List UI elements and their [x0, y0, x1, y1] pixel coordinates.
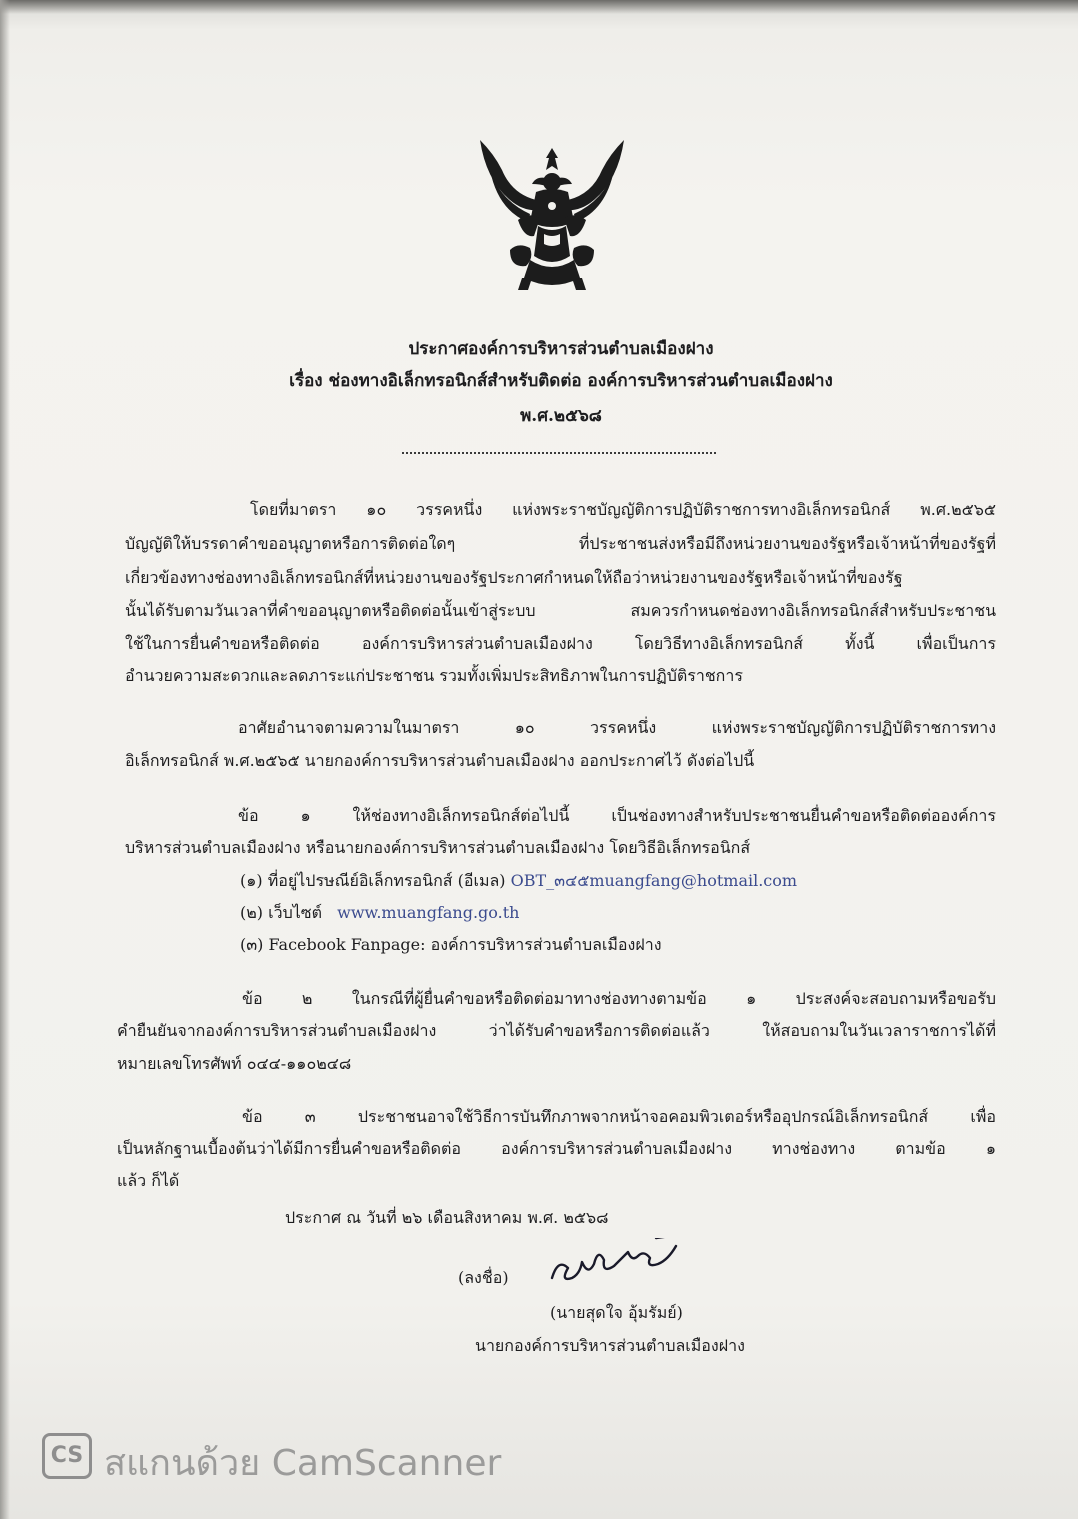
- email-link[interactable]: OBT_๓๔๕muangfang@hotmail.com: [510, 871, 798, 890]
- announcement-title: ประกาศองค์การบริหารส่วนตำบลเมืองฝาง: [408, 339, 714, 359]
- clause3-line: แล้ว ก็ได้: [117, 1171, 180, 1190]
- announcement-subject: เรื่อง ช่องทางอิเล็กทรอนิกส์สำหรับติดต่อ องค์การบริหารส่วนตำบลเมืองฝาง: [289, 371, 833, 391]
- signer-title: นายกองค์การบริหารส่วนตำบลเมืองฝาง: [475, 1336, 745, 1355]
- channel-facebook: (๓) Facebook Fanpage: องค์การบริหารส่วนตำบลเมืองฝาง: [240, 935, 662, 954]
- channel-website: [240, 903, 519, 923]
- para1-line: ใช้ในการยื่นคำขอหรือติดต่อ องค์การบริหารส่วนตำบลเมืองฝาง โดยวิธีทางอิเล็กทรอนิกส์ ทั้งนี้ เพื่อเป็นการ: [125, 634, 996, 653]
- email-label: (๑) ที่อยู่ไปรษณีย์อิเล็กทรอนิกส์ (อีเมล): [240, 871, 506, 890]
- camscanner-logo-icon: CS: [42, 1433, 92, 1479]
- para1-line: นั้นได้รับตามวันเวลาที่คำขออนุญาตหรือติดต่อนั้นเข้าสู่ระบบ สมควรกำหนดช่องทางอิเล็กทรอนิกส์สำหรับประชาชน: [125, 601, 996, 620]
- para1-line: โดยที่มาตรา ๑๐ วรรคหนึ่ง แห่งพระราชบัญญัติการปฏิบัติราชการทางอิเล็กทรอนิกส์ พ.ศ.๒๕๖๕: [250, 500, 996, 519]
- para2-line: อาศัยอำนาจตามความในมาตรา ๑๐ วรรคหนึ่ง แห่งพระราชบัญญัติการปฏิบัติราชการทาง: [238, 718, 996, 737]
- scan-left-edge: [0, 0, 10, 1519]
- para2-line: อิเล็กทรอนิกส์ พ.ศ.๒๕๖๕ นายกองค์การบริหารส่วนตำบลเมืองฝาง ออกประกาศไว้ ดังต่อไปนี้: [125, 751, 755, 770]
- clause3-line: เป็นหลักฐานเบื้องต้นว่าได้มีการยื่นคำขอหรือติดต่อ องค์การบริหารส่วนตำบลเมืองฝาง ทางช่องทาง ตามข้อ ๑: [117, 1139, 996, 1158]
- para1-line: อำนวยความสะดวกและลดภาระแก่ประชาชน รวมทั้งเพิ่มประสิทธิภาพในการปฏิบัติราชการ: [125, 666, 743, 685]
- clause2-line: คำยืนยันจากองค์การบริหารส่วนตำบลเมืองฝาง ว่าได้รับคำขอหรือการติดต่อแล้ว ให้สอบถามในวันเวลาราชการได้ที่: [117, 1021, 996, 1040]
- dotted-divider: [402, 452, 716, 454]
- scan-top-shadow: [0, 0, 1078, 14]
- website-label: (๒) เว็บไซต์: [240, 903, 323, 922]
- announce-date: ประกาศ ณ วันที่ ๒๖ เดือนสิงหาคม พ.ศ. ๒๕๖๘: [285, 1208, 609, 1227]
- clause2-line: หมายเลขโทรศัพท์ ๐๔๔-๑๑๐๒๔๘: [117, 1054, 352, 1073]
- garuda-emblem-icon: [472, 130, 632, 295]
- signer-name: (นายสุดใจ อุ้มรัมย์): [550, 1303, 683, 1322]
- handwritten-signature-icon: [544, 1238, 714, 1298]
- sign-label: (ลงชื่อ): [458, 1268, 509, 1287]
- channel-email: [240, 871, 797, 891]
- clause3-line: ข้อ ๓ ประชาชนอาจใช้วิธีการบันทึกภาพจากหน้าจอคอมพิวเตอร์หรืออุปกรณ์อิเล็กทรอนิกส์ เพื่อ: [242, 1107, 996, 1126]
- clause1-line: ข้อ ๑ ให้ช่องทางอิเล็กทรอนิกส์ต่อไปนี้ เป็นช่องทางสำหรับประชาชนยื่นคำขอหรือติดต่อองค์การ: [238, 806, 996, 825]
- para1-line: เกี่ยวข้องทางช่องทางอิเล็กทรอนิกส์ที่หน่วยงานของรัฐประกาศกำหนดให้ถือว่าหน่วยงานของรัฐหรือเจ้าหน้าที่ของรัฐ: [125, 568, 903, 587]
- announcement-year: พ.ศ.๒๕๖๘: [520, 406, 602, 426]
- para1-line: บัญญัติให้บรรดาคำขออนุญาตหรือการติดต่อใดๆ ที่ประชาชนส่งหรือมีถึงหน่วยงานของรัฐหรือเจ้าหน้าที่ของรัฐที่: [125, 534, 996, 553]
- website-link[interactable]: www.muangfang.go.th: [337, 903, 520, 922]
- camscanner-watermark: สแกนด้วย CamScanner: [104, 1443, 502, 1484]
- clause2-line: ข้อ ๒ ในกรณีที่ผู้ยื่นคำขอหรือติดต่อมาทางช่องทางตามข้อ ๑ ประสงค์จะสอบถามหรือขอรับ: [242, 989, 996, 1008]
- clause1-line: บริหารส่วนตำบลเมืองฝาง หรือนายกองค์การบริหารส่วนตำบลเมืองฝาง โดยวิธีอิเล็กทรอนิกส์: [125, 838, 751, 857]
